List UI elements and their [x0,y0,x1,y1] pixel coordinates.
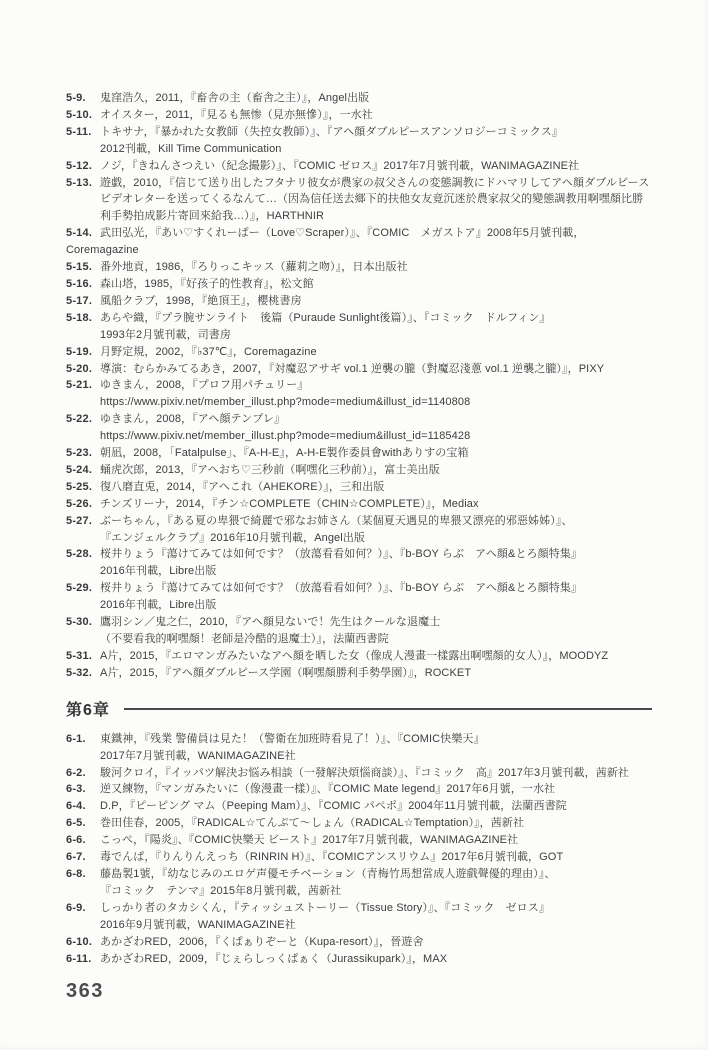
reference-entry [66,614,652,631]
page-content [66,90,652,967]
entry-text: 1993年2月號刊載，司書房 [100,328,231,341]
chapter-heading-rule [124,708,652,710]
entry-text: あかざわRED，2006，『くぱぁりぞーと（Kupa-resort）』，晉遊舍 [100,935,424,948]
entry-text: ノジ，『きねんさつえい（紀念撮影）』、『COMIC ゼロス』2017年7月號刊載，WANIMAGAZINE社 [100,159,580,172]
entry-number: 5-18. [66,311,93,324]
entry-text: 『エンジェルクラブ』2016年10月號刊載，Angel出版 [100,531,366,544]
reference-entry [66,259,652,276]
entry-number: 6-6. [66,834,86,847]
reference-entry [66,900,652,917]
reference-entry [66,344,652,361]
reference-entry [66,798,652,815]
entry-number: 5-16. [66,277,93,290]
entry-text: 巻田佳春，2005，『RADICAL☆てんぷて～しょん（RADICAL☆Temptation）』，茜新社 [100,817,525,830]
entry-number: 5-28. [66,548,93,561]
entry-text: 2016年刊載，Libre出版 [100,599,217,612]
entry-text: しっかり者のタカシくん，『ティッシュストーリー（Tissue Story）』、『コミック ゼロス』 [100,901,550,914]
entry-text: 毒でんぱ，『りんりんえっち（RINRIN H）』、『COMICアンスリウム』2017年6月號刊載，GOT [100,851,564,864]
entry-number: 6-7. [66,851,86,864]
entry-text: 桜井りょう『蕩けてみては如何です？（放蕩看看如何？）』、『b-BOY らぶ アヘ顔&とろ顔特集』 [100,582,583,595]
entry-text: 2012刊載，Kill Time Communication [100,142,282,155]
entry-text: 復八磨直兎，2014，『アヘこれ（AHEKORE）』，三和出版 [100,480,385,493]
entry-number: 6-3. [66,783,86,796]
reference-entry [66,849,652,866]
entry-text: 駿河クロイ，『イッパツ解決お悩み相談（一發解決煩惱商談）』、『コミック 高』2017年3月號刊載，茜新社 [100,766,630,779]
entry-text: 導演：むらかみてるあき，2007，『対魔忍アサギ vol.1 逆襲の朧（對魔忍淺蔥 vol.1 逆襲之朧）』，PIXY [100,362,605,375]
reference-entry [66,411,652,428]
reference-list-chapter6 [66,731,652,968]
entry-number: 5-27. [66,514,93,527]
entry-text: 遊戯，2010，『信じて送り出したフタナリ彼女が農家の叔父さんの変態調教にドハマリしてアヘ顔ダブルピース [100,176,650,189]
reference-entry [66,765,652,782]
entry-number: 5-9. [66,92,86,104]
entry-number: 5-17. [66,294,93,307]
entry-text: 鬼窪浩久，2011，『畜舎の主（畜舎之主）』，Angel出版 [100,92,370,104]
entry-text: 朝凪，2008，「Fatalpulse」、『A-H-E』，A-H-E製作委員會withありすの宝箱 [100,447,469,460]
entry-number: 5-29. [66,582,93,595]
entry-number: 5-20. [66,362,93,375]
reference-entry [66,530,652,547]
reference-entry [66,462,652,479]
entry-text: Coremagazine [66,244,139,257]
reference-entry [66,394,652,411]
chapter6-title: 第6章 [66,701,110,719]
entry-text: オイスター，2011，『見るも無惨（見亦無慘）』，一水社 [100,108,373,121]
entry-number: 5-32. [66,666,93,679]
entry-number: 6-9. [66,901,86,914]
reference-entry [66,631,652,648]
entry-number: 6-11. [66,952,92,965]
reference-entry [66,917,652,934]
reference-entry [66,276,652,293]
reference-entry [66,141,652,158]
reference-entry [66,951,652,968]
reference-entry [66,513,652,530]
entry-number: 5-19. [66,345,93,358]
entry-text: チンズリーナ，2014，『チン☆COMPLETE（CHIN☆COMPLETE）』，Mediax [100,497,479,510]
entry-text: 蛹虎次郎，2013，『アヘおち♡三秒前（啊嘿化三秒前）』，富士美出版 [100,463,440,476]
reference-entry [66,580,652,597]
reference-entry [66,428,652,445]
entry-text: こっぺ，『陽炎』、『COMIC快樂天 ビースト』2017年7月號刊載，WANIMAGAZINE社 [100,834,519,847]
reference-entry [66,107,652,124]
entry-number: 5-25. [66,480,93,493]
entry-text: 番外地貢，1986，『ろりっこキッス（蘿莉之吻）』，日本出版社 [100,261,408,274]
reference-entry [66,496,652,513]
reference-entry [66,665,652,682]
entry-text: 利手勢拍成影片寄回來給我…）』，HARTHNIR [100,210,325,223]
entry-text: あかざわRED，2009，『じぇらしっくぱぁく（Jurassikupark）』，MAX [100,952,448,965]
entry-text: ビデオレターを送ってくるなんて…（因為信任送去鄉下的扶他女友竟沉迷於農家叔父的變態調教用啊嘿顏比勝 [100,193,644,206]
entry-number: 5-26. [66,497,93,510]
reference-entry [66,781,652,798]
entry-text: 逆又練物，『マンガみたいに（像漫畫一樣）』、『COMIC Mate legend』2017年6月號，一水社 [100,783,556,796]
entry-text: 『コミック テンマ』2015年8月號刊載，茜新社 [100,884,342,897]
entry-number: 5-22. [66,413,93,426]
entry-number: 5-30. [66,616,93,629]
chapter6-heading [66,697,652,720]
entry-number: 5-31. [66,649,93,662]
entry-text: 武田弘光，『あい♡すくれーぱー（Love♡Scraper）』、『COMIC メガストア』2008年5月號刊載， [100,227,585,240]
entry-number: 6-1. [66,732,86,745]
entry-number: 6-4. [66,800,86,813]
reference-entry [66,815,652,832]
entry-text: 2016年9月號刊載，WANIMAGAZINE社 [100,918,296,931]
reference-entry [66,934,652,951]
entry-number: 5-13. [66,176,93,189]
entry-text: https://www.pixiv.net/member_illust.php?mode=medium&illust_id=1185428 [100,430,471,443]
entry-number: 5-10. [66,108,93,121]
entry-text: （不要看我的啊嘿顏！老師是冷酷的退魔士）』，法蘭西書院 [100,633,389,645]
reference-entry [66,361,652,378]
entry-number: 5-14. [66,227,93,240]
reference-entry [66,124,652,141]
entry-text: 藤島製1號，『幼なじみのエロゲ声優モチベーション（青梅竹馬想當成人遊戲聲優的理由）』、 [100,867,556,880]
reference-entry [66,479,652,496]
page-number: 363 [66,980,104,1002]
reference-entry [66,377,652,394]
entry-text: あらや織，『プラ腕サンライト 後篇（Puraude Sunlight後篇）』、『コミック ドルフィン』 [100,311,551,324]
reference-entry [66,832,652,849]
reference-entry [66,883,652,900]
entry-text: D.P，『ピーピング マム（Peeping Mam）』、『COMIC パペポ』2004年11月號刊載，法蘭西書院 [100,800,567,813]
entry-number: 5-11. [66,125,92,138]
reference-entry [66,563,652,580]
entry-text: 月野定規，2002，『♭37℃』，Coremagazine [100,345,317,358]
reference-entry [66,208,652,225]
entry-text: 森山塔，1985，『好孩子的性教育』，松文館 [100,277,314,290]
reference-entry [66,310,652,327]
reference-entry [66,242,652,259]
entry-text: ゆきまん，2008，『アヘ顔テンプレ』 [100,413,286,426]
entry-text: ぶーちゃん，『ある夏の卑猥で綺麗で邪なお姉さん（某個夏天遇見的卑猥又漂亮的邪惡姊姊）』、 [100,514,573,527]
reference-entry [66,731,652,748]
reference-entry [66,158,652,175]
entry-number: 6-2. [66,766,86,779]
entry-text: 桜井りょう『蕩けてみては如何です？（放蕩看看如何？）』、『b-BOY らぶ アヘ顔&とろ顔特集』 [100,548,583,561]
reference-entry [66,648,652,665]
entry-text: 風船クラブ，1998，『絶頂王』，櫻桃書房 [100,294,302,307]
reference-entry [66,90,652,107]
entry-text: 2017年7月號刊載，WANIMAGAZINE社 [100,749,296,762]
reference-entry [66,597,652,614]
entry-text: ゆきまん，2008，『プロフ用パチュリー』 [100,379,309,392]
reference-entry [66,546,652,563]
reference-entry [66,175,652,192]
entry-text: A片，2015，『アヘ顔ダブルピース学園（啊嘿顏勝利手勢學園）』，ROCKET [100,666,472,679]
reference-entry [66,748,652,765]
entry-number: 5-12. [66,159,93,172]
entry-number: 5-21. [66,379,93,392]
entry-number: 6-8. [66,867,86,880]
entry-text: A片，2015，『エロマンガみたいなアヘ顔を晒した女（像成人漫畫一樣露出啊嘿顏的女人）』，MOODYZ [100,649,609,662]
reference-entry [66,293,652,310]
reference-entry [66,445,652,462]
entry-text: 鷹羽シン／鬼之仁，2010，『アヘ顔見ないで！先生はクールな退魔士 [100,616,441,629]
entry-text: トキサナ，『暴かれた女教師（失控女教師）』、『アヘ顔ダブルピースアンソロジーコミックス』 [100,125,563,138]
entry-text: https://www.pixiv.net/member_illust.php?mode=medium&illust_id=1140808 [100,396,471,409]
reference-list-chapter5 [66,90,652,682]
reference-entry [66,327,652,344]
entry-text: 2016年刊載，Libre出版 [100,565,217,578]
reference-entry [66,866,652,883]
entry-number: 5-24. [66,463,93,476]
entry-number: 6-5. [66,817,86,830]
reference-entry [66,225,652,242]
entry-number: 6-10. [66,935,93,948]
entry-text: 東鐵神，『残業 警備員は見た！（警衛在加班時看見了！）』、『COMIC快樂天』 [100,732,485,745]
reference-entry [66,191,652,208]
entry-number: 5-15. [66,261,93,274]
entry-number: 5-23. [66,447,93,460]
